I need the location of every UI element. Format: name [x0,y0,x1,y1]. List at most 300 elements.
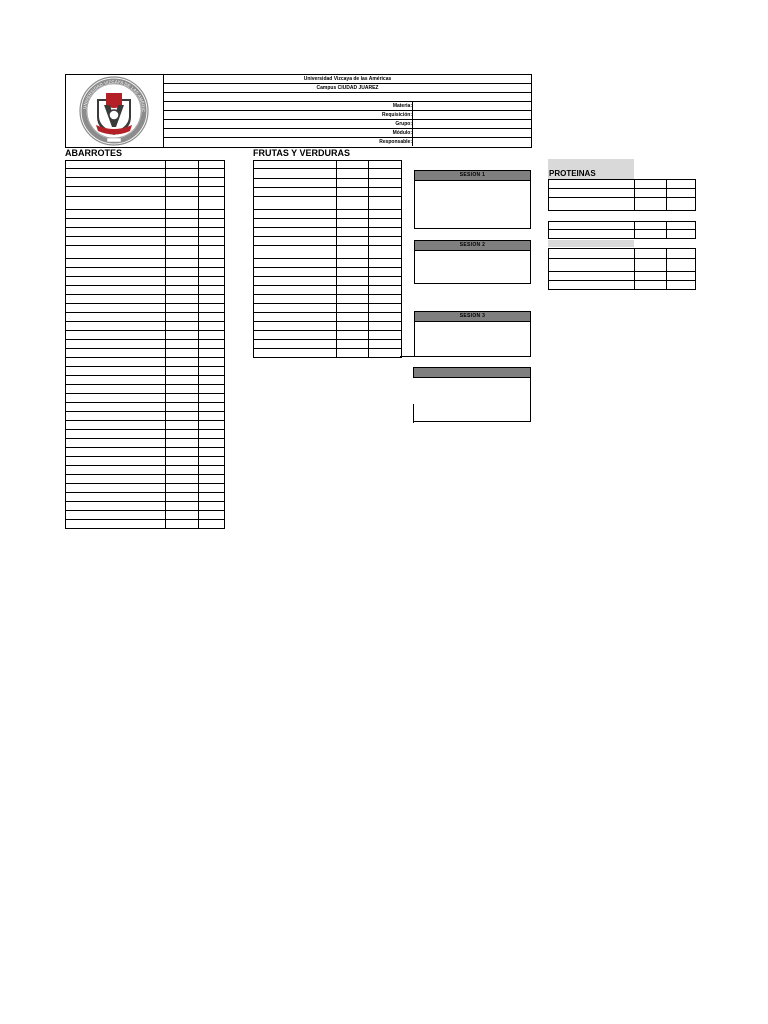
frutas-table [253,160,402,358]
table-cell[interactable] [254,259,337,268]
modulo-row [164,129,531,138]
table-cell[interactable] [337,313,369,322]
table-cell[interactable] [199,457,225,466]
table-row [254,179,402,188]
table-cell[interactable] [199,421,225,430]
table-cell[interactable] [199,502,225,511]
table-row [66,466,225,475]
table-row [254,197,402,210]
table-cell[interactable] [66,187,166,197]
table-cell[interactable] [166,313,199,322]
table-cell[interactable] [166,169,199,178]
table-cell[interactable] [369,304,402,313]
table-row [66,430,225,439]
table-cell[interactable] [369,179,402,188]
table-cell[interactable] [166,484,199,493]
table-cell[interactable] [166,403,199,412]
table-cell[interactable] [199,246,225,259]
table-cell[interactable] [66,178,166,187]
table-cell[interactable] [66,520,166,529]
table-row [254,331,402,340]
table-cell[interactable] [635,189,667,198]
table-cell[interactable] [199,349,225,358]
table-cell[interactable] [166,277,199,286]
table-cell[interactable] [199,475,225,484]
table-cell[interactable] [199,340,225,349]
table-row [66,412,225,421]
table-cell[interactable] [254,286,337,295]
table-cell[interactable] [254,295,337,304]
table-cell[interactable] [254,277,337,286]
table-cell[interactable] [369,259,402,268]
table-cell[interactable] [166,511,199,520]
table-cell[interactable] [66,394,166,403]
table-cell[interactable] [667,189,696,198]
table-cell[interactable] [337,331,369,340]
table-cell[interactable] [166,376,199,385]
table-row [254,246,402,259]
table-row [66,161,225,169]
table-row [66,331,225,340]
table-cell[interactable] [66,439,166,448]
table-cell[interactable] [635,180,667,189]
table-row [66,484,225,493]
table-cell[interactable] [66,197,166,210]
table-cell[interactable] [199,493,225,502]
table-cell[interactable] [66,376,166,385]
table-cell[interactable] [166,161,199,169]
table-cell[interactable] [549,230,635,239]
table-cell[interactable] [369,188,402,197]
table-row [254,304,402,313]
table-row [66,295,225,304]
table-row [66,197,225,210]
table-cell[interactable] [369,169,402,179]
table-cell[interactable] [166,268,199,277]
table-row [254,268,402,277]
table-cell[interactable] [166,457,199,466]
table-cell[interactable] [635,259,667,272]
table-cell[interactable] [199,268,225,277]
table-cell[interactable] [199,304,225,313]
table-cell[interactable] [166,286,199,295]
table-cell[interactable] [166,178,199,187]
table-row [66,376,225,385]
table-row [66,349,225,358]
materia-field[interactable] [412,102,531,110]
table-cell[interactable] [166,430,199,439]
table-cell[interactable] [369,228,402,237]
table-cell[interactable] [549,259,635,272]
table-row [254,295,402,304]
table-row [66,268,225,277]
table-cell[interactable] [66,466,166,475]
table-cell[interactable] [199,439,225,448]
table-cell[interactable] [369,340,402,349]
table-cell[interactable] [66,268,166,277]
table-cell[interactable] [635,281,667,290]
table-cell[interactable] [66,219,166,228]
table-cell[interactable] [66,367,166,376]
table-cell[interactable] [337,228,369,237]
table-cell[interactable] [166,340,199,349]
table-cell[interactable] [199,178,225,187]
modulo-label: Módulo: [392,130,412,136]
table-cell[interactable] [199,511,225,520]
table-row [254,210,402,219]
table-cell[interactable] [166,466,199,475]
table-cell[interactable] [337,286,369,295]
table-cell[interactable] [635,222,667,230]
table-cell[interactable] [166,448,199,457]
table-row [66,367,225,376]
table-row [66,313,225,322]
table-cell[interactable] [635,230,667,239]
table-cell[interactable] [66,161,166,169]
table-cell[interactable] [337,237,369,246]
grupo-label: Grupo: [395,121,412,127]
table-cell[interactable] [66,511,166,520]
table-cell[interactable] [369,237,402,246]
requisicion-field[interactable] [412,111,531,119]
table-cell[interactable] [667,230,696,239]
table-cell[interactable] [337,161,369,169]
table-cell[interactable] [369,322,402,331]
table-row [66,475,225,484]
table-cell[interactable] [66,169,166,178]
table-row [66,286,225,295]
table-cell[interactable] [254,349,337,358]
table-cell[interactable] [199,331,225,340]
table-cell[interactable] [66,484,166,493]
table-row [66,210,225,219]
table-row [254,349,402,358]
table-row [66,277,225,286]
materia-row [164,102,531,111]
table-cell[interactable] [667,281,696,290]
table-cell[interactable] [166,358,199,367]
table-cell[interactable] [199,367,225,376]
table-cell[interactable] [369,286,402,295]
table-cell[interactable] [337,277,369,286]
table-row [66,511,225,520]
table-cell[interactable] [254,169,337,179]
table-cell[interactable] [254,331,337,340]
responsable-field[interactable] [412,138,531,146]
table-cell[interactable] [254,161,337,169]
table-cell[interactable] [166,295,199,304]
session-3-label: SESION 3 [415,312,530,322]
table-cell[interactable] [369,197,402,210]
table-cell[interactable] [337,246,369,259]
table-cell[interactable] [66,313,166,322]
proteinas-table-1 [548,179,696,211]
table-cell[interactable] [337,304,369,313]
table-cell[interactable] [199,484,225,493]
table-cell[interactable] [254,304,337,313]
table-row [66,259,225,268]
table-cell[interactable] [254,197,337,210]
table-cell[interactable] [337,322,369,331]
table-cell[interactable] [66,210,166,219]
session-4-label [414,368,530,378]
table-cell[interactable] [549,249,635,259]
modulo-field[interactable] [412,129,531,137]
table-cell[interactable] [199,237,225,246]
table-row [66,493,225,502]
table-cell[interactable] [337,210,369,219]
table-cell[interactable] [635,198,667,211]
responsable-label: Responsable: [379,139,412,145]
university-seal-icon [66,75,163,147]
table-cell[interactable] [66,228,166,237]
proteinas-table-3 [548,248,696,290]
table-row [66,340,225,349]
table-row [254,219,402,228]
table-cell[interactable] [166,228,199,237]
table-row [254,169,402,179]
table-cell[interactable] [337,169,369,179]
table-cell[interactable] [66,237,166,246]
table-cell[interactable] [667,259,696,272]
table-cell[interactable] [369,277,402,286]
table-row [66,304,225,313]
table-cell[interactable] [66,358,166,367]
table-cell[interactable] [337,340,369,349]
table-cell[interactable] [199,385,225,394]
table-row [254,228,402,237]
table-cell[interactable] [66,277,166,286]
table-cell[interactable] [166,439,199,448]
table-cell[interactable] [549,222,635,230]
table-cell[interactable] [66,448,166,457]
table-cell[interactable] [369,210,402,219]
table-cell[interactable] [166,475,199,484]
table-cell[interactable] [369,331,402,340]
table-row [254,259,402,268]
proteinas-table-2 [548,221,696,239]
responsable-row [164,138,531,147]
table-row [66,403,225,412]
table-cell[interactable] [199,259,225,268]
table-cell[interactable] [369,313,402,322]
table-cell[interactable] [337,268,369,277]
table-cell[interactable] [199,403,225,412]
table-cell[interactable] [166,349,199,358]
table-cell[interactable] [337,179,369,188]
table-cell[interactable] [66,286,166,295]
table-cell[interactable] [337,197,369,210]
table-cell[interactable] [199,466,225,475]
table-cell[interactable] [254,188,337,197]
table-cell[interactable] [549,180,635,189]
table-row [66,385,225,394]
table-cell[interactable] [166,367,199,376]
table-row [66,439,225,448]
table-row [66,457,225,466]
table-row [66,421,225,430]
table-cell[interactable] [166,304,199,313]
table-cell[interactable] [199,520,225,529]
header-form [163,74,532,148]
proteinas-title: PROTEINAS [549,169,596,178]
table-cell[interactable] [369,219,402,228]
table-cell[interactable] [254,210,337,219]
table-cell[interactable] [199,286,225,295]
table-cell[interactable] [166,385,199,394]
proteinas-subheader-shade [548,240,634,247]
table-row [66,358,225,367]
table-cell[interactable] [166,246,199,259]
table-cell[interactable] [199,313,225,322]
campus-title: Campus CIUDAD JUAREZ [164,84,531,93]
table-row [254,322,402,331]
table-cell[interactable] [199,210,225,219]
table-cell[interactable] [199,430,225,439]
table-cell[interactable] [199,228,225,237]
table-cell[interactable] [635,249,667,259]
table-cell[interactable] [199,197,225,210]
session-2-box [414,240,531,284]
materia-label: Materia: [392,103,412,109]
table-cell[interactable] [635,272,667,281]
table-cell[interactable] [66,412,166,421]
table-cell[interactable] [667,180,696,189]
abarrotes-table [65,160,225,529]
table-cell[interactable] [369,246,402,259]
table-cell[interactable] [337,295,369,304]
table-cell[interactable] [199,169,225,178]
table-cell[interactable] [667,249,696,259]
table-cell[interactable] [199,187,225,197]
table-row [254,340,402,349]
table-cell[interactable] [337,219,369,228]
abarrotes-title: ABARROTES [65,148,123,158]
table-cell[interactable] [549,189,635,198]
table-cell[interactable] [199,394,225,403]
table-cell[interactable] [166,187,199,197]
table-cell[interactable] [66,322,166,331]
table-cell[interactable] [66,246,166,259]
table-cell[interactable] [254,179,337,188]
table-cell[interactable] [66,457,166,466]
table-cell[interactable] [549,272,635,281]
table-cell[interactable] [199,295,225,304]
table-cell[interactable] [66,493,166,502]
table-cell[interactable] [254,246,337,259]
table-cell[interactable] [66,403,166,412]
table-cell[interactable] [337,188,369,197]
blank-row [164,93,531,102]
table-cell[interactable] [166,502,199,511]
table-cell[interactable] [369,161,402,169]
table-cell[interactable] [254,322,337,331]
table-row [66,169,225,178]
table-cell[interactable] [66,340,166,349]
table-cell[interactable] [667,198,696,211]
table-cell[interactable] [166,394,199,403]
table-cell[interactable] [199,412,225,421]
table-cell[interactable] [549,281,635,290]
table-cell[interactable] [369,295,402,304]
grupo-row [164,120,531,129]
table-cell[interactable] [199,277,225,286]
table-cell[interactable] [199,161,225,169]
session-4-box [414,367,531,422]
table-cell[interactable] [254,237,337,246]
frutas-title: FRUTAS Y VERDURAS [253,148,351,158]
table-cell[interactable] [254,313,337,322]
requisicion-row [164,111,531,120]
table-row [66,187,225,197]
table-cell[interactable] [66,430,166,439]
table-cell[interactable] [254,340,337,349]
session-2-label: SESION 2 [415,241,530,251]
table-cell[interactable] [66,349,166,358]
table-cell[interactable] [166,331,199,340]
table-cell[interactable] [166,421,199,430]
table-row [66,246,225,259]
table-cell[interactable] [66,304,166,313]
table-cell[interactable] [166,237,199,246]
table-cell[interactable] [166,219,199,228]
table-cell[interactable] [199,376,225,385]
table-cell[interactable] [337,259,369,268]
table-cell[interactable] [369,268,402,277]
table-cell[interactable] [667,222,696,230]
table-cell[interactable] [66,295,166,304]
logo-cell [65,74,164,148]
table-cell[interactable] [166,520,199,529]
table-cell[interactable] [66,502,166,511]
table-cell[interactable] [667,272,696,281]
table-cell[interactable] [254,219,337,228]
table-cell[interactable] [337,349,369,358]
table-cell[interactable] [66,259,166,268]
table-cell[interactable] [66,385,166,394]
institution-title: Universidad Vizcaya de las Américas [164,75,531,84]
table-cell[interactable] [254,228,337,237]
session-1-box [414,170,531,229]
table-cell[interactable] [199,358,225,367]
table-cell[interactable] [199,448,225,457]
table-row [66,219,225,228]
session-1-label: SESION 1 [415,171,530,181]
table-cell[interactable] [66,421,166,430]
table-cell[interactable] [369,349,402,358]
table-cell[interactable] [66,331,166,340]
table-cell[interactable] [166,259,199,268]
table-row [66,237,225,246]
table-cell[interactable] [66,475,166,484]
table-row [254,286,402,295]
table-cell[interactable] [166,197,199,210]
table-cell[interactable] [166,412,199,421]
table-cell[interactable] [166,322,199,331]
grupo-field[interactable] [412,120,531,128]
table-cell[interactable] [549,198,635,211]
frutas-session-connector [400,356,415,357]
requisicion-label: Requisición: [381,112,412,118]
table-cell[interactable] [199,322,225,331]
table-row [254,161,402,169]
table-cell[interactable] [199,219,225,228]
seal-text: UNIVERSIDAD VIZCAYA DE LAS AMÉRIC [82,78,147,113]
session-3-box [414,311,531,357]
table-cell[interactable] [254,268,337,277]
table-cell[interactable] [166,493,199,502]
table-cell[interactable] [166,210,199,219]
